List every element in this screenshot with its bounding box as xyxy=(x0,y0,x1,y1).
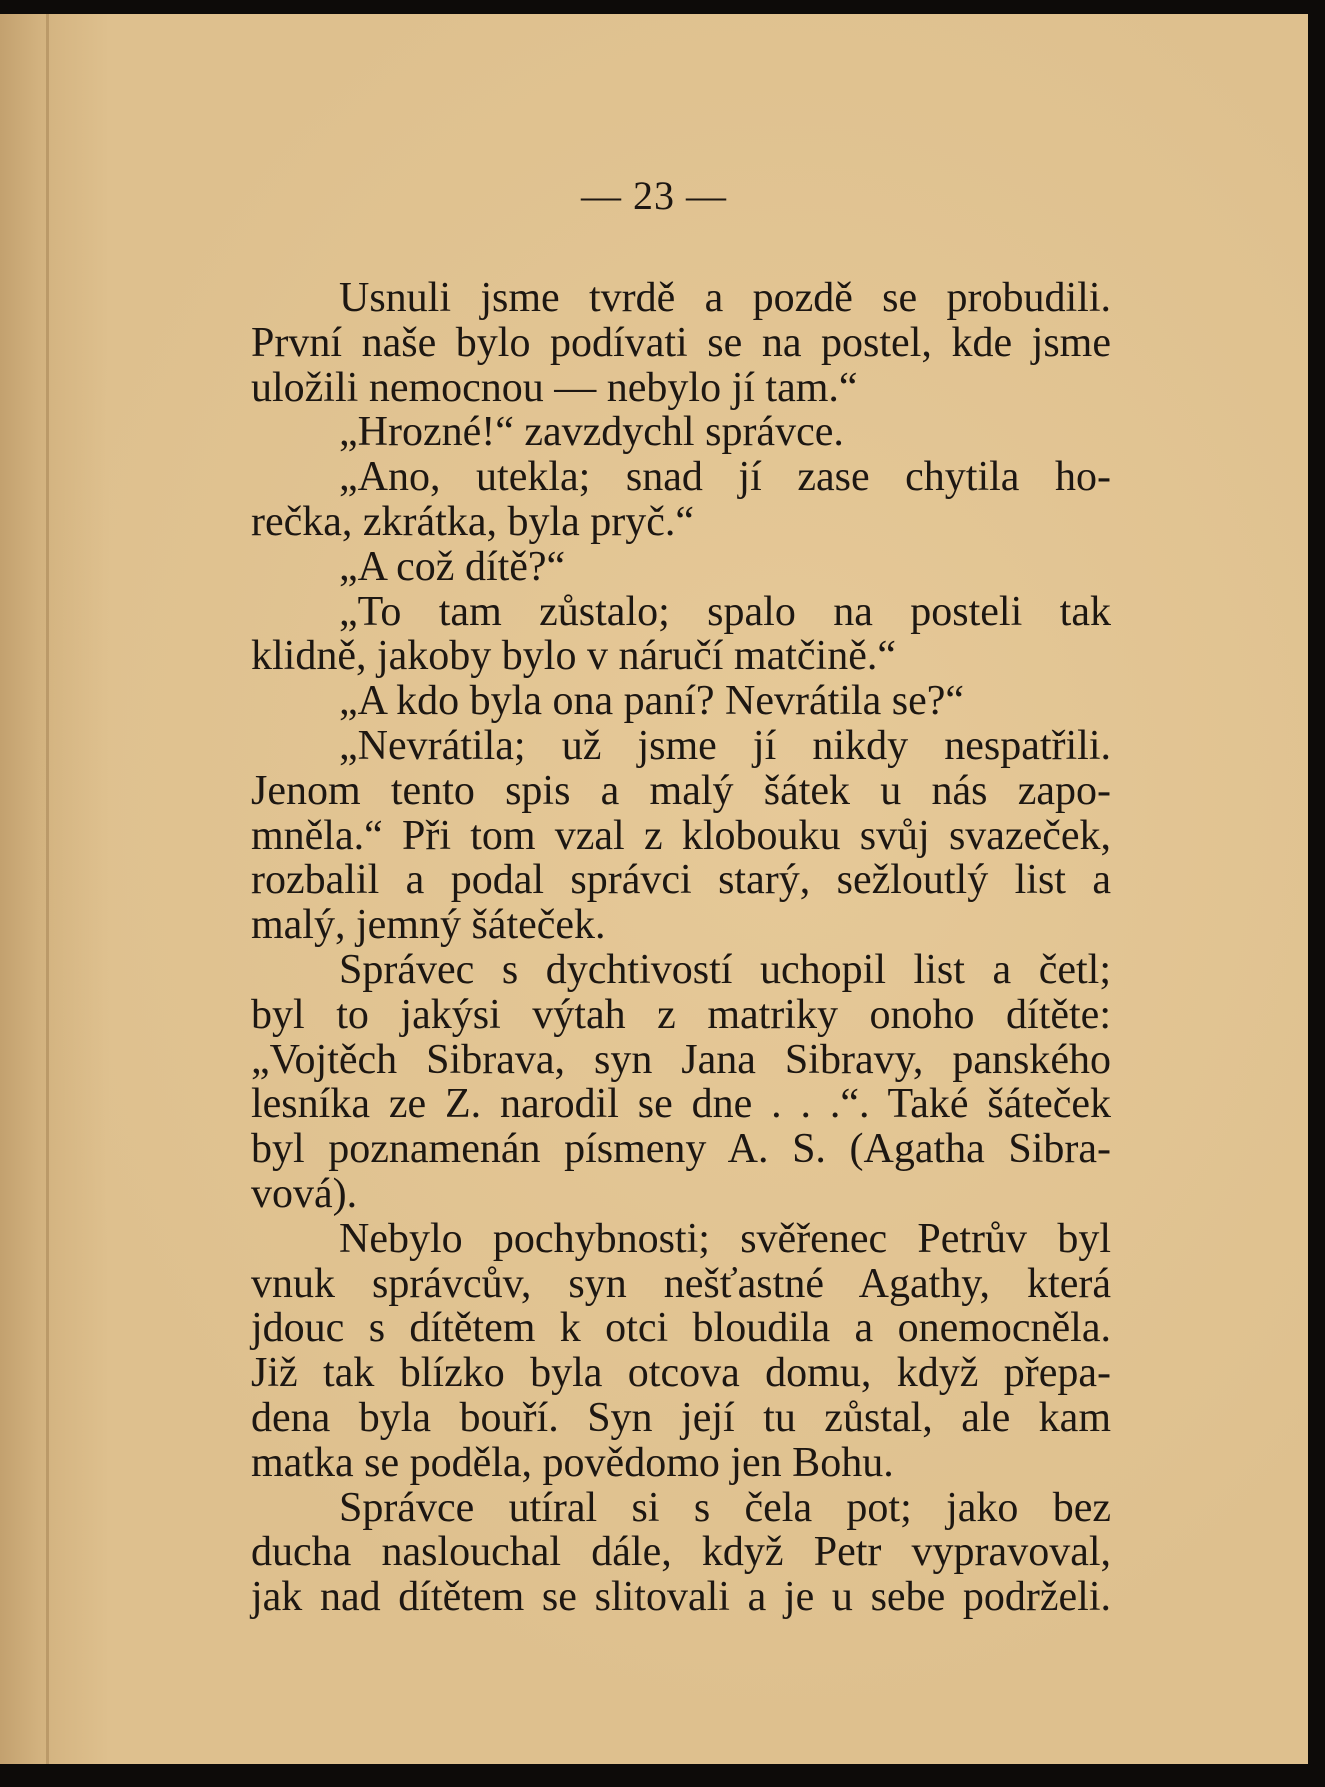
text-line: klidně, jakoby bylo v náručí matčině.“ xyxy=(251,633,896,680)
binding-gutter xyxy=(46,14,49,1764)
text-line: lesníka ze Z. narodil se dne . . .“. Také šáteček xyxy=(251,1081,1111,1128)
text-line: „To tam zůstalo; spalo na posteli tak xyxy=(339,588,1111,635)
text-line: Již tak blízko byla otcova domu, když přepa- xyxy=(251,1350,1111,1397)
text-line: První naše bylo podívati se na postel, kde jsme xyxy=(251,319,1111,366)
text-line: Jenom tento spis a malý šátek u nás zapo- xyxy=(251,767,1111,814)
text-line: byl to jakýsi výtah z matriky onoho dítěte: xyxy=(251,991,1111,1038)
page-number: — 23 — xyxy=(581,173,727,218)
text-line: uložili nemocnou — nebylo jí tam.“ xyxy=(251,364,858,411)
text-line: Nebylo pochybnosti; svěřenec Petrův byl xyxy=(339,1215,1111,1262)
text-line: „Ano, utekla; snad jí zase chytila ho- xyxy=(339,454,1111,501)
text-line: dena byla bouří. Syn její tu zůstal, ale kam xyxy=(251,1394,1111,1441)
text-line: Správec s dychtivostí uchopil list a četl; xyxy=(339,946,1111,993)
text-line: „Nevrátila; už jsme jí nikdy nespatřili. xyxy=(339,722,1111,769)
text-line: malý, jemný šáteček. xyxy=(251,902,606,949)
text-line: Správce utíral si s čela pot; jako bez xyxy=(339,1484,1111,1531)
text-line: „Vojtěch Sibrava, syn Jana Sibravy, panského xyxy=(251,1036,1111,1083)
text-line: byl poznamenán písmeny A. S. (Agatha Sibra- xyxy=(251,1126,1111,1173)
text-line: ducha naslouchal dále, když Petr vypravoval, xyxy=(251,1529,1111,1576)
book-page xyxy=(0,14,1308,1764)
text-line: jak nad dítětem se slitovali a je u sebe podrželi. xyxy=(251,1574,1111,1621)
text-line: jdouc s dítětem k otci bloudila a onemocněla. xyxy=(251,1305,1111,1352)
text-line: matka se poděla, povědomo jen Bohu. xyxy=(251,1439,894,1486)
text-line: vnuk správcův, syn nešťastné Agathy, která xyxy=(251,1260,1111,1307)
text-line: rečka, zkrátka, byla pryč.“ xyxy=(251,498,695,545)
text-line: rozbalil a podal správci starý, sežloutlý list a xyxy=(251,857,1111,904)
text-line: vová). xyxy=(251,1170,358,1217)
text-line: mněla.“ Při tom vzal z klobouku svůj svazeček, xyxy=(251,812,1111,859)
text-line: „A kdo byla ona paní? Nevrátila se?“ xyxy=(339,678,965,725)
text-line: Usnuli jsme tvrdě a pozdě se probudili. xyxy=(339,275,1111,321)
text-line: „A což dítě?“ xyxy=(339,543,566,590)
text-line: „Hrozné!“ zavzdychl správce. xyxy=(339,409,844,456)
body-text xyxy=(251,276,1111,1620)
